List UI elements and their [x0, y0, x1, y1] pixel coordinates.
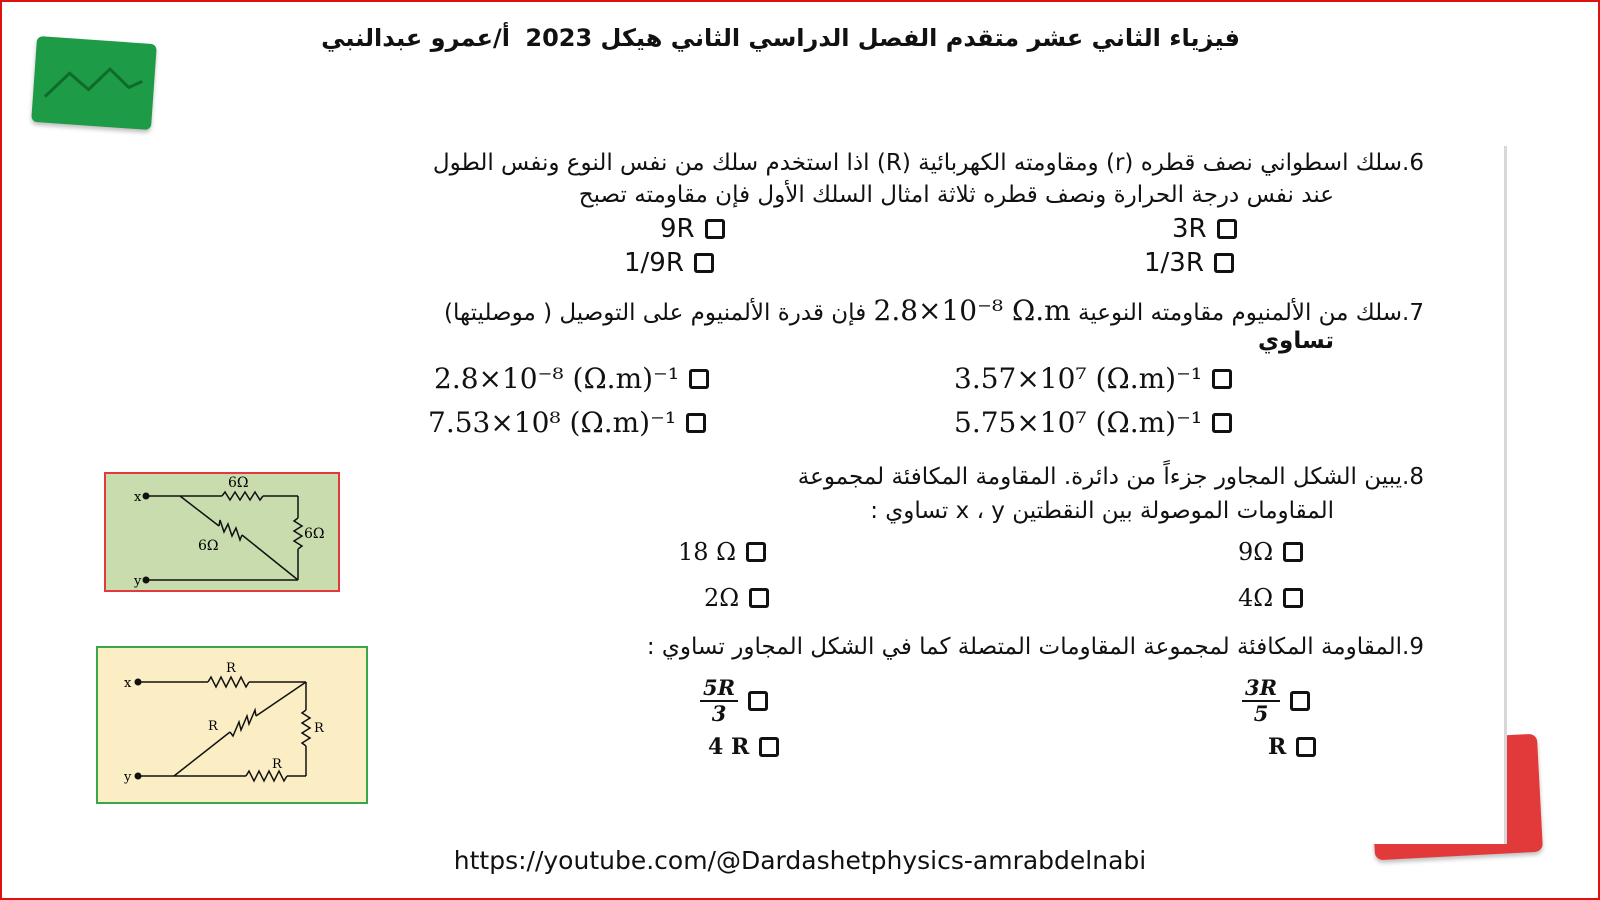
q8-option-2[interactable]: [678, 538, 766, 566]
q8-line2: المقاومات الموصولة بين النقطتين x ، y تساوي :: [870, 498, 1334, 524]
q7-option-1-label: 3.57×10⁷ (Ω.m)⁻¹: [954, 362, 1203, 395]
q9-option-4-label: 4 R: [708, 734, 750, 760]
q7-resistivity: 2.8×10⁻⁸ Ω.m: [873, 294, 1071, 327]
q8-option-4[interactable]: [704, 584, 769, 612]
q6-line2: عند نفس درجة الحرارة ونصف قطره ثلاثة امثال السلك الأول فإن مقاومته تصبح: [578, 182, 1334, 208]
q8-node-y: y: [134, 574, 142, 589]
q9-node-y: y: [124, 770, 132, 785]
checkbox-icon[interactable]: [694, 253, 714, 273]
checkbox-icon[interactable]: [686, 413, 706, 433]
header-author: أ/عمرو عبدالنبي: [321, 24, 510, 52]
checkbox-icon[interactable]: [1283, 588, 1303, 608]
q9-resistor-bottom-label: R: [272, 757, 282, 772]
q9-option-2-denominator: 3: [711, 701, 727, 727]
q6-option-3[interactable]: [1144, 248, 1234, 278]
q9-line1: 9.المقاومة المكافئة لمجموعة المقاومات المتصلة كما في الشكل المجاور تساوي :: [646, 634, 1424, 660]
header-title: فيزياء الثاني عشر متقدم الفصل الدراسي الثاني هيكل 2023: [525, 24, 1240, 52]
checkbox-icon[interactable]: [748, 691, 768, 711]
checkbox-icon[interactable]: [1283, 542, 1303, 562]
q6-option-2[interactable]: [660, 214, 725, 244]
q8-resistor-top-label: 6Ω: [228, 475, 249, 491]
q7-option-4-label: 7.53×10⁸ (Ω.m)⁻¹: [428, 406, 677, 439]
q7-option-2[interactable]: [434, 362, 709, 395]
q7-option-3[interactable]: [954, 406, 1232, 439]
q7-option-3-label: 5.75×10⁷ (Ω.m)⁻¹: [954, 406, 1203, 439]
checkbox-icon[interactable]: [1212, 413, 1232, 433]
q8-resistor-right-label: 6Ω: [304, 526, 325, 542]
q7-option-4[interactable]: [428, 406, 706, 439]
q6-line1: 6.سلك اسطواني نصف قطره (r) ومقاومته الكهربائية (R) اذا استخدم سلك من نفس النوع ونفس الطول: [432, 150, 1424, 176]
decorative-green-tile: [31, 36, 157, 130]
q7-line1b-text: فإن قدرة الألمنيوم على التوصيل ( موصليتها): [443, 300, 867, 326]
q6-option-1-label: 3R: [1172, 214, 1207, 244]
q9-resistor-right-label: R: [314, 721, 324, 736]
q9-option-2[interactable]: [700, 676, 768, 726]
q7-option-1[interactable]: [954, 362, 1232, 395]
checkbox-icon[interactable]: [1217, 219, 1237, 239]
q9-option-1-fraction: [1242, 676, 1280, 726]
q8-option-1[interactable]: [1238, 538, 1303, 566]
q9-option-4[interactable]: [708, 734, 779, 760]
q8-line1: 8.يبين الشكل المجاور جزءاً من دائرة. المقاومة المكافئة لمجموعة: [797, 464, 1424, 490]
q9-node-x: x: [124, 676, 132, 691]
checkbox-icon[interactable]: [746, 542, 766, 562]
q8-option-3-label: 4Ω: [1238, 584, 1274, 612]
q7-line1-text: 7.سلك من الألمنيوم مقاومته النوعية: [1078, 300, 1424, 326]
q6-option-2-label: 9R: [660, 214, 695, 244]
checkbox-icon[interactable]: [1212, 369, 1232, 389]
q9-option-3-label: R: [1268, 734, 1287, 760]
checkbox-icon[interactable]: [1290, 691, 1310, 711]
q7-line2: تساوي: [1257, 328, 1334, 354]
q6-option-4[interactable]: [624, 248, 714, 278]
q9-resistor-top-label: R: [226, 661, 236, 676]
q8-option-4-label: 2Ω: [704, 584, 740, 612]
q8-option-3[interactable]: [1238, 584, 1303, 612]
q6-option-3-label: 1/3R: [1144, 248, 1204, 278]
checkbox-icon[interactable]: [1214, 253, 1234, 273]
checkbox-icon[interactable]: [705, 219, 725, 239]
q9-option-1-denominator: 5: [1253, 701, 1269, 727]
checkbox-icon[interactable]: [759, 737, 779, 757]
q8-resistor-diagonal-label: 6Ω: [198, 538, 219, 554]
q7-line1: [444, 294, 1424, 327]
checkbox-icon[interactable]: [689, 369, 709, 389]
checkbox-icon[interactable]: [1296, 737, 1316, 757]
q6-option-1[interactable]: [1172, 214, 1237, 244]
worksheet: [24, 146, 1507, 844]
q7-option-2-label: 2.8×10⁻⁸ (Ω.m)⁻¹: [434, 362, 680, 395]
q9-option-2-fraction: [700, 676, 738, 726]
checkbox-icon[interactable]: [749, 588, 769, 608]
q8-option-2-label: 18 Ω: [678, 538, 737, 566]
q9-option-1-numerator: 3R: [1244, 675, 1278, 700]
q9-option-2-numerator: 5R: [702, 675, 736, 700]
q8-circuit-figure: [104, 472, 340, 592]
q9-option-3[interactable]: [1268, 734, 1316, 760]
footer-youtube-url[interactable]: https://youtube.com/@Dardashetphysics-amrabdelnabi: [453, 846, 1147, 875]
q8-node-x: x: [134, 490, 142, 505]
q8-option-1-label: 9Ω: [1238, 538, 1274, 566]
q6-option-4-label: 1/9R: [624, 248, 684, 278]
q9-circuit-figure: [96, 646, 368, 804]
q9-option-1[interactable]: [1242, 676, 1310, 726]
q9-resistor-diagonal-label: R: [208, 719, 218, 734]
